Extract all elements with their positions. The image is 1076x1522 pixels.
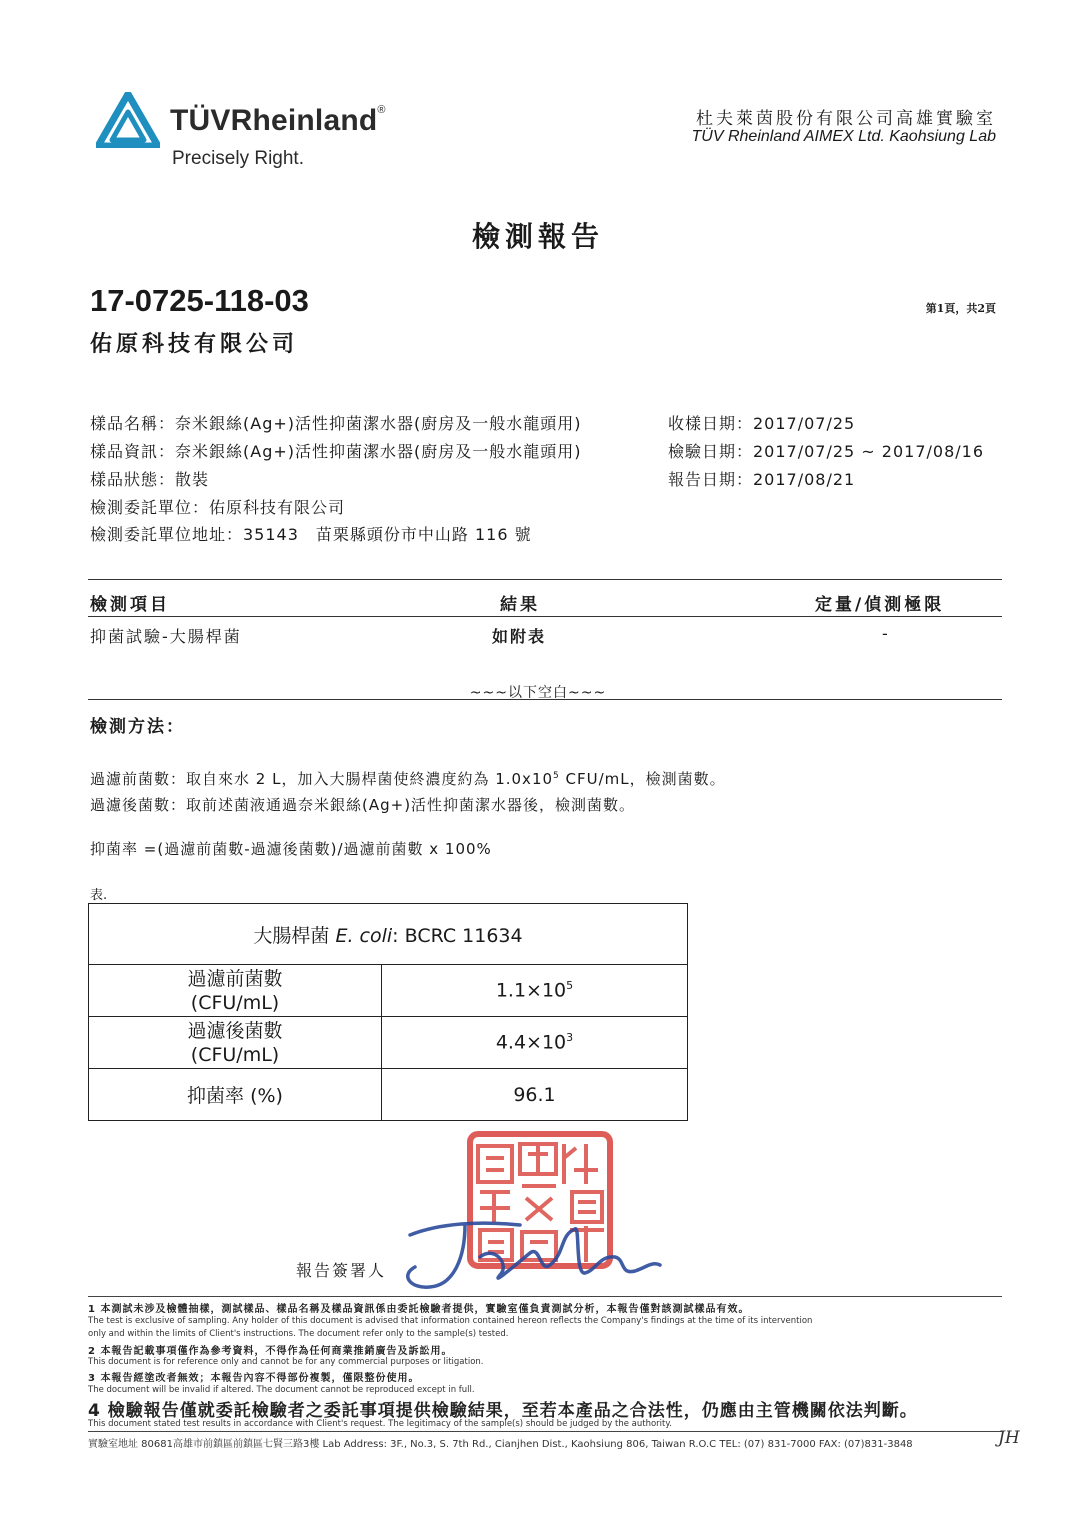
divider (88, 1296, 1002, 1297)
header-limit: 定量/偵測極限 (815, 595, 945, 615)
header-test-item: 檢測項目 (90, 595, 170, 615)
client-address: 檢測委託單位地址：35143 苗栗縣頭份市中山路 116 號 (90, 525, 532, 544)
brand-name: TÜVRheinland® (170, 104, 386, 137)
table-row (89, 965, 688, 1017)
cell-test-item: 抑菌試驗-大腸桿菌 (90, 627, 242, 646)
tuv-logo (96, 92, 426, 172)
test-date: 檢驗日期：2017/07/25 ~ 2017/08/16 (668, 442, 985, 461)
formula: 抑菌率 =(過濾前菌數-過濾後菌數)/過濾前菌數 x 100% (90, 840, 492, 858)
note-3-zh: 3 本報告經塗改者無效；本報告內容不得部份複製，僅限整份使用。 (88, 1373, 420, 1384)
note-1-en: The test is exclusive of sampling. Any holder of this document is advised that information contained hereon reflects the Company's findings at the time of its intervention (88, 1316, 813, 1326)
initials: JH (998, 1428, 1020, 1448)
note-3-en: The document will be invalid if altered. The document cannot be reproduced except in full. (88, 1385, 475, 1395)
note-4-en: This document stated test results in accordance with Client's request. The legitimacy of the sample(s) should be judged by the authority. (88, 1419, 672, 1429)
client-unit: 檢測委託單位：佑原科技有限公司 (90, 498, 346, 517)
client-company: 佑原科技有限公司 (90, 331, 299, 357)
table-row (89, 1069, 688, 1121)
signatory-label: 報告簽署人 (296, 1261, 387, 1280)
divider (88, 1431, 1002, 1432)
note-1-en-2: only and within the limits of Client's instructions. The document refer only to the sample(s) tested. (88, 1329, 509, 1339)
sample-name: 樣品名稱：奈米銀絲(Ag+)活性抑菌潔水器(廚房及一般水龍頭用) (90, 414, 582, 433)
method-heading: 檢測方法： (90, 717, 185, 737)
received-date: 收樣日期：2017/07/25 (668, 414, 856, 433)
report-number: 17-0725-118-03 (90, 283, 309, 318)
sample-state: 樣品狀態：散裝 (90, 470, 210, 489)
row-label: 過濾前菌數 (CFU/mL) (89, 965, 382, 1017)
row-value: $1.1\times 10^5$ (382, 965, 688, 1017)
divider (88, 579, 1002, 580)
brand-tagline: Precisely Right. (172, 148, 304, 169)
row-label: 抑菌率 (%) (89, 1069, 382, 1121)
table-label: 表. (90, 888, 108, 903)
report-date: 報告日期：2017/08/21 (668, 470, 856, 489)
divider (88, 616, 1002, 617)
results-table (88, 903, 688, 1121)
row-label: 過濾後菌數 (CFU/mL) (89, 1017, 382, 1069)
page-info: 第1頁，共2頁 (925, 302, 996, 315)
divider (88, 699, 1002, 700)
header-result: 結果 (500, 595, 540, 615)
lab-name-zh: 杜夫萊茵股份有限公司高雄實驗室 (696, 109, 996, 129)
note-2-en: This document is for reference only and cannot be for any commercial purposes or litigation. (88, 1357, 484, 1367)
table-row (89, 904, 688, 965)
method-line-1: 過濾前菌數：取自來水 2 L，加入大腸桿菌使終濃度約為 $1.0x10^5$ CFU/mL，檢測菌數。 (90, 770, 726, 788)
note-2-zh: 2 本報告記載事項僅作為參考資料，不得作為任何商業推銷廣告及訴訟用。 (88, 1346, 453, 1357)
row-value: 96.1 (382, 1069, 688, 1121)
note-1-zh: 1 本測試未涉及檢體抽樣，測試樣品、樣品名稱及樣品資訊係由委託檢驗者提供，實驗室僅負責測試分析，本報告僅對該測試樣品有效。 (88, 1304, 750, 1315)
triangle-logo-icon (96, 92, 160, 148)
table-row (89, 1017, 688, 1069)
results-title: 大腸桿菌 E. coli: BCRC 11634 (89, 904, 688, 965)
cell-limit: - (882, 624, 890, 643)
handwritten-signature (370, 1195, 670, 1305)
report-title: 檢測報告 (471, 220, 604, 253)
lab-address: 實驗室地址 80681高雄市前鎮區前鎮區七賢三路3樓 Lab Address: 3F., No.3, S. 7th Rd., Cianjhen Dist., Kaohsiung 806, Taiwan R.O.C TEL: (07) 831-7000 FAX: (07)831-3848 (88, 1439, 913, 1450)
blank-marker: ~~~以下空白~~~ (469, 685, 607, 701)
cell-result: 如附表 (492, 627, 547, 646)
sample-info: 樣品資訊：奈米銀絲(Ag+)活性抑菌潔水器(廚房及一般水龍頭用) (90, 442, 582, 461)
lab-name-en: TÜV Rheinland AIMEX Ltd. Kaohsiung Lab (691, 128, 996, 145)
row-value: $4.4\times 10^3$ (382, 1017, 688, 1069)
method-line-2: 過濾後菌數：取前述菌液通過奈米銀絲(Ag+)活性抑菌潔水器後，檢測菌數。 (90, 796, 636, 814)
note-4-zh: 4 檢驗報告僅就委託檢驗者之委託事項提供檢驗結果，至若本產品之合法性，仍應由主管機關依法判斷。 (88, 1401, 918, 1421)
